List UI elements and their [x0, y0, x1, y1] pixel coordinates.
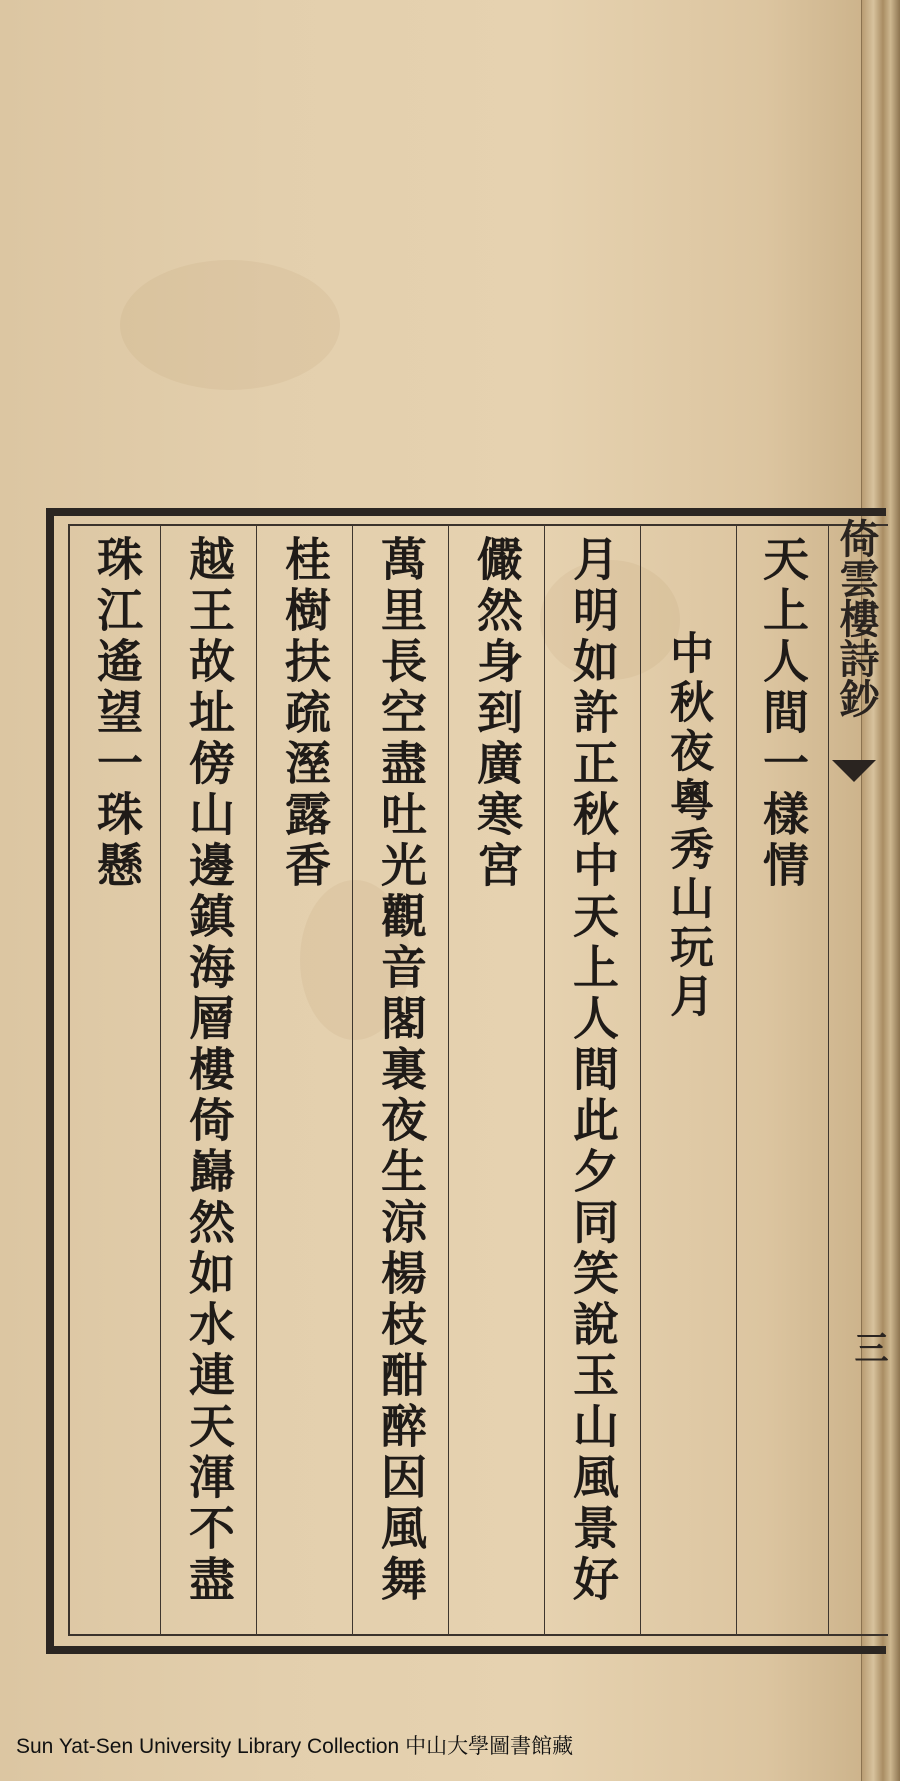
column-rule	[448, 524, 449, 1636]
fishtail-mark	[832, 760, 876, 782]
text-column-8: 珠江遙望一珠懸	[90, 535, 144, 892]
text-column-1: 天上人間一樣情	[756, 535, 810, 892]
column-rule	[352, 524, 353, 1636]
text-column-6: 桂樹扶疏溼露香	[278, 535, 332, 892]
paper-stain	[120, 260, 340, 390]
library-collection-caption: Sun Yat-Sen University Library Collection 中山大學圖書館藏	[16, 1735, 574, 1758]
text-column-5: 萬里長空盡吐光觀音閣裏夜生涼楊枝酣醉因風舞	[374, 535, 428, 1606]
text-column-4: 儼然身到廣寒宮	[470, 535, 524, 892]
column-rule	[544, 524, 545, 1636]
poem-title: 中秋夜粵秀山玩月	[662, 630, 713, 1022]
margin-book-title: 倚雲樓詩鈔	[833, 518, 880, 718]
column-rule	[640, 524, 641, 1636]
text-column-3: 月明如許正秋中天上人間此夕同笑說玉山風景好	[566, 535, 620, 1606]
folio-number: 三	[848, 1330, 888, 1364]
column-rule	[256, 524, 257, 1636]
column-rule	[160, 524, 161, 1636]
column-rule	[736, 524, 737, 1636]
column-rule	[828, 524, 829, 1636]
text-column-7: 越王故址傍山邊鎮海層樓倚巋然如水連天渾不盡	[182, 535, 236, 1606]
